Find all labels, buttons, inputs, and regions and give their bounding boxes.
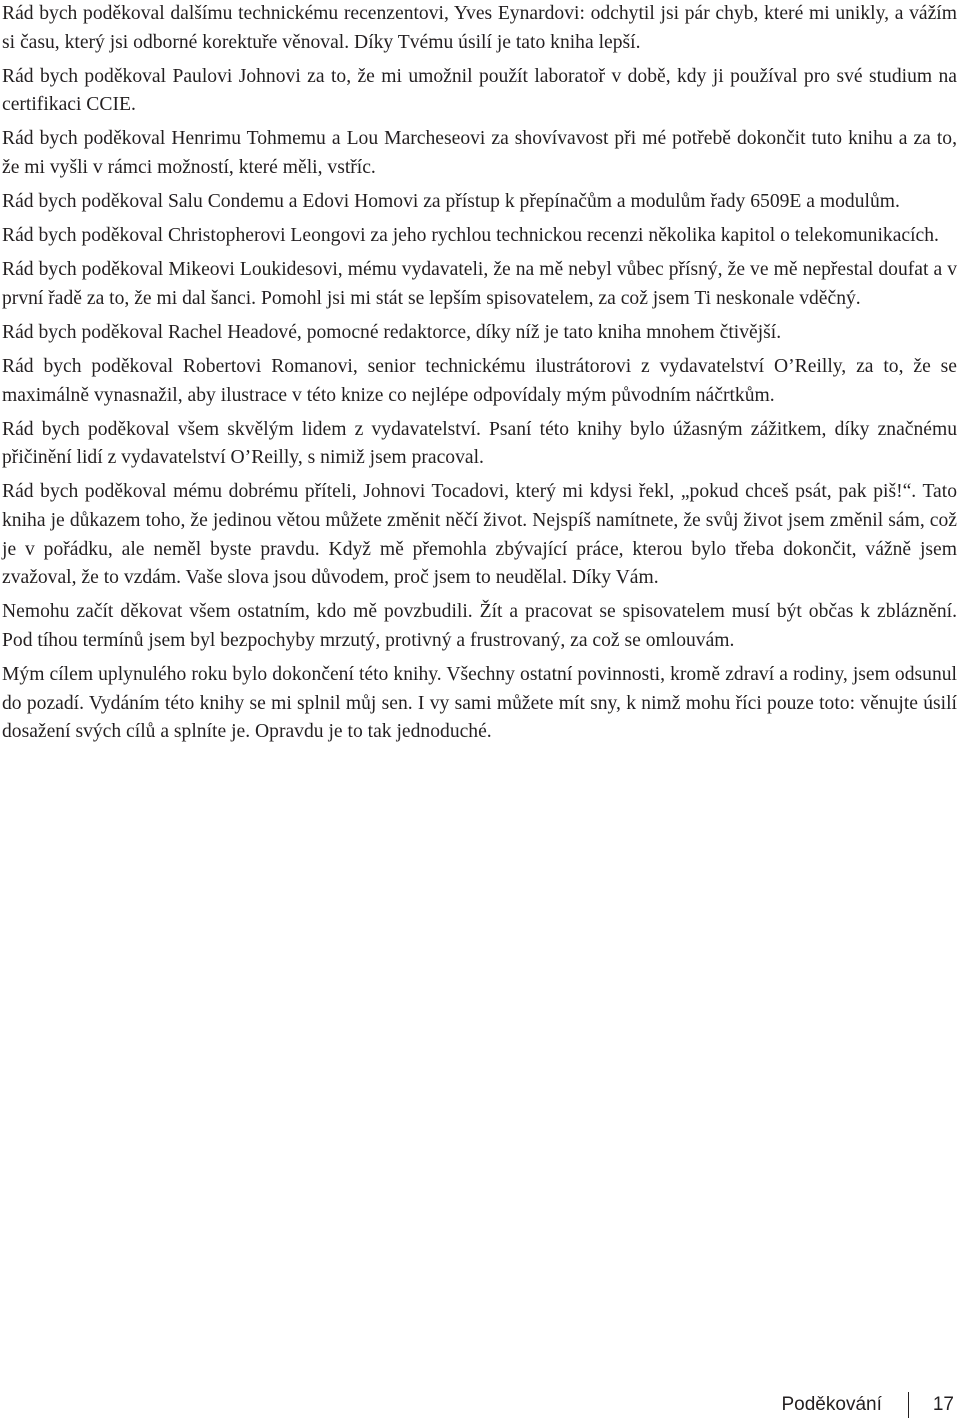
footer-divider xyxy=(908,1392,909,1418)
paragraph: Rád bych poděkoval Paulovi Johnovi za to, že mi umožnil použít laboratoř v době, kdy ji používal pro své studium na certifikaci CCIE. xyxy=(2,65,957,116)
paragraph: Rád bych poděkoval Mikeovi Loukidesovi, mému vydavateli, že na mě nebyl vůbec přísný, že ve mě nepřestal doufat a v první řadě za to, že mi dal šanci. Pomohl jsi mi stát se lepším spisovatelem, za což jsem Ti neskonale vděčný. xyxy=(2,259,957,309)
paragraph: Rád bych poděkoval dalšímu technickému recenzentovi, Yves Eynardovi: odchytil jsi pár chyb, které mi unikly, a vážím si času, který jsi odborné korektuře věnoval. Díky Tvému úsilí je tato kniha lepší. xyxy=(2,3,957,53)
paragraph: Rád bych poděkoval Rachel Headové, pomocné redaktorce, díky níž je tato kniha mnohem čtivější. xyxy=(2,321,782,343)
paragraph: Rád bych poděkoval Christopherovi Leongovi za jeho rychlou technickou recenzi několika kapitol o telekomunikacích. xyxy=(2,225,939,247)
paragraph: Nemohu začít děkovat všem ostatním, kdo mě povzbudili. Žít a pracovat se spisovatelem musí být občas k zbláznění. Pod tíhou termínů jsem byl bezpochyby mrzutý, protivný a frustrovaný, za což se omlouvám. xyxy=(2,601,957,651)
paragraph: Rád bych poděkoval všem skvělým lidem z vydavatelství. Psaní této knihy bylo úžasným zážitkem, díky značnému přičinění lidí z vydavatelství O’Reilly, s nimiž jsem pracoval. xyxy=(2,418,957,469)
paragraph: Rád bych poděkoval mému dobrému příteli, Johnovi Tocadovi, který mi kdysi řekl, „pokud chceš psát, pak piš!“. Tato kniha je důkazem toho, že jedinou větou můžete změnit něčí život. Nejspíš namítnete, že svůj život jsem změnil sám, což je v pořádku, ale neměl byste pravdu. Když mě přemohla zbývající práce, kterou bylo třeba dokončit, vážně jsem zvažoval, že to vzdám. Vaše slova jsou důvodem, proč jsem to neudělal. Díky Vám. xyxy=(2,481,957,589)
footer-section-title: Poděkování xyxy=(781,1394,882,1415)
paragraph: Mým cílem uplynulého roku bylo dokončení této knihy. Všechny ostatní povinnosti, kromě zdraví a rodiny, jsem odsunul do pozadí. Vydáním této knihy se mi splnil můj sen. I vy sami můžete mít sny, k nimž mohu říci pouze toto: věnujte úsilí dosažení svých cílů a splníte je. Opravdu je to tak jednoduché. xyxy=(2,663,957,743)
paragraph: Rád bych poděkoval Salu Condemu a Edovi Homovi za přístup k přepínačům a modulům řady 6509E a modulům. xyxy=(2,191,900,213)
paragraph: Rád bych poděkoval Robertovi Romanovi, senior technickému ilustrátorovi z vydavatelství O’Reilly, za to, že se maximálně vynasnažil, aby ilustrace v této knize co nejlépe odpovídaly mým původním náčrtkům. xyxy=(2,356,957,406)
acknowledgements-body xyxy=(2,0,957,752)
page-number: 17 xyxy=(932,1394,954,1415)
paragraph: Rád bych poděkoval Henrimu Tohmemu a Lou Marcheseovi za shovívavost při mé potřebě dokončit tuto knihu a za to, že mi vyšli v rámci možností, které měli, vstříc. xyxy=(2,128,957,178)
page-footer xyxy=(782,1391,955,1419)
